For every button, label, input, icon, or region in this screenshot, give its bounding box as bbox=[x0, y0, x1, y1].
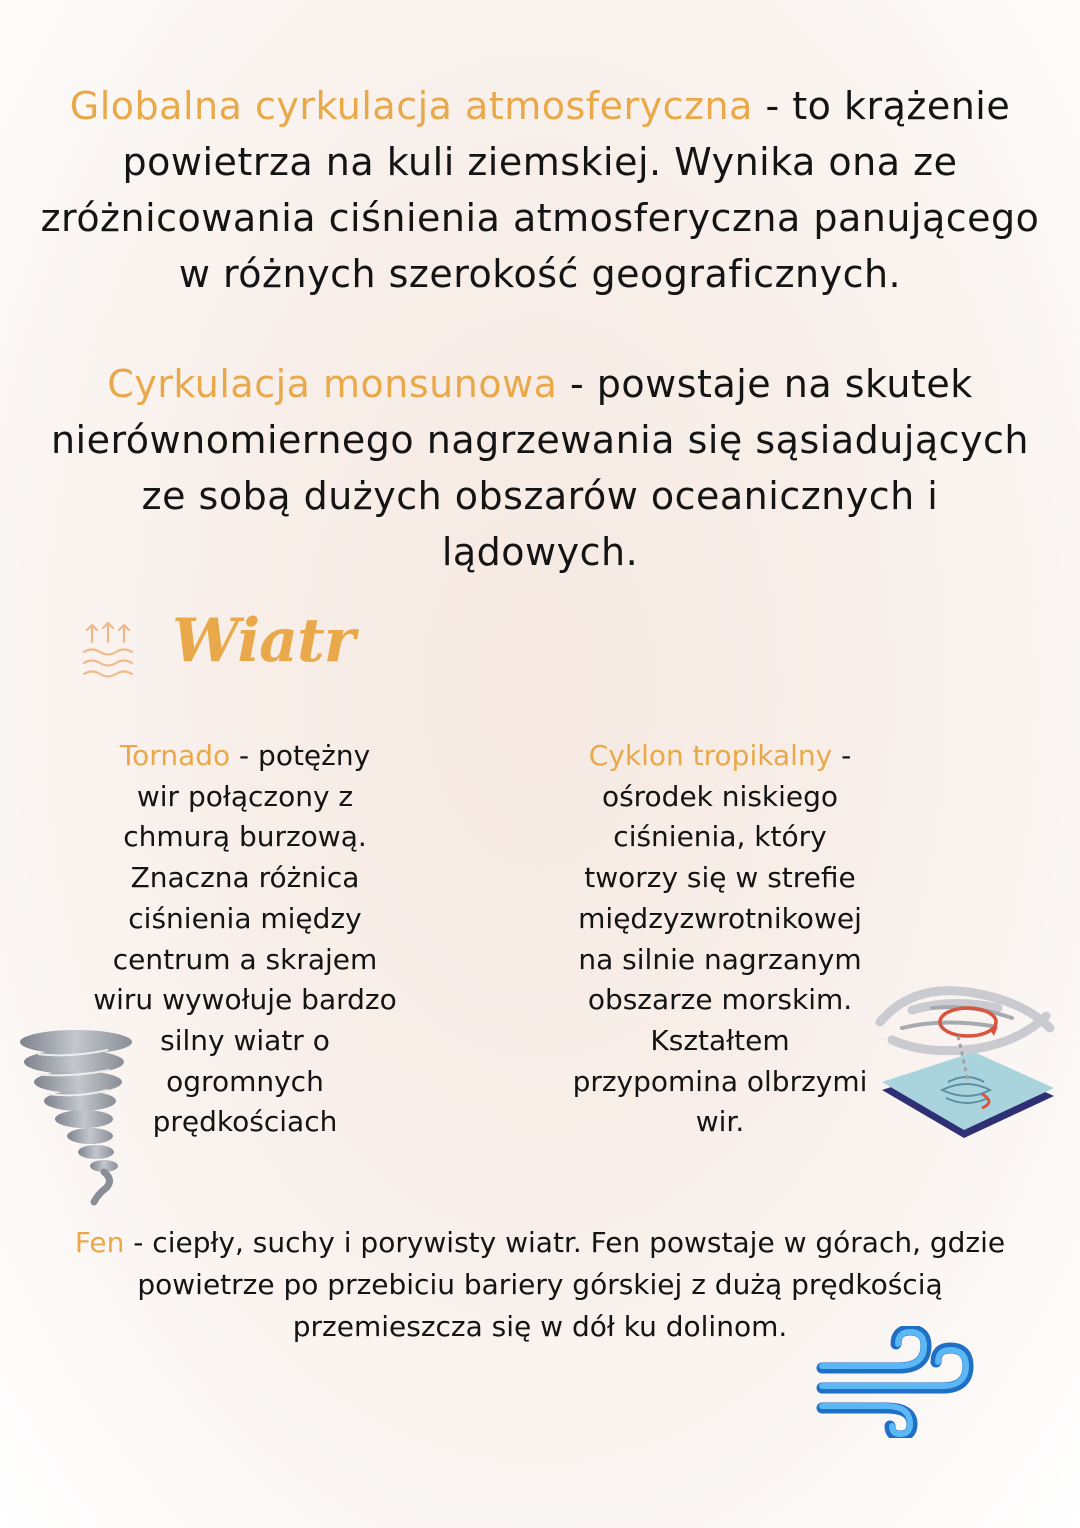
paragraph-line: Kształtem bbox=[650, 1023, 790, 1057]
cyclone-icon bbox=[872, 978, 1058, 1142]
paragraph-line: wir połączony z bbox=[136, 779, 354, 813]
paragraph-line: wir. bbox=[695, 1105, 745, 1139]
global-circulation-paragraph bbox=[40, 78, 1040, 302]
paragraph-line: prędkościach bbox=[152, 1105, 338, 1139]
definition-text: - ciepły, suchy i porywisty wiatr. Fen powstaje w górach, gdzie bbox=[124, 1226, 1006, 1259]
tornado-term: Tornado bbox=[119, 739, 231, 772]
paragraph-line: tworzy się w strefie bbox=[584, 861, 856, 895]
paragraph-line: w różnych szerokość geograficznych. bbox=[178, 252, 902, 296]
paragraph-line: międzyzwrotnikowej bbox=[578, 901, 862, 935]
paragraph-line: ze sobą dużych obszarów oceanicznych i lądowych. bbox=[141, 474, 939, 574]
paragraph-line bbox=[40, 78, 1040, 134]
paragraph-line bbox=[540, 736, 900, 777]
paragraph-line: chmurą burzową. bbox=[123, 820, 367, 854]
paragraph-line: przemieszcza się w dół ku dolinom. bbox=[292, 1310, 788, 1343]
paragraph-line bbox=[70, 736, 420, 777]
paragraph-line: przypomina olbrzymi bbox=[572, 1064, 868, 1098]
cyclone-description bbox=[540, 736, 900, 1143]
paragraph-line: powietrza na kuli ziemskiej. Wynika ona ze bbox=[122, 140, 958, 184]
definition-text: - potężny bbox=[230, 739, 371, 772]
paragraph-line bbox=[40, 1222, 1040, 1264]
definition-text: - bbox=[832, 739, 852, 772]
paragraph-line: centrum a skrajem bbox=[112, 942, 378, 976]
paragraph-line: silny wiatr o bbox=[160, 1023, 330, 1057]
paragraph-line: nierównomiernego nagrzewania się sąsiadujących bbox=[50, 418, 1030, 462]
wind-waves-icon bbox=[78, 620, 138, 682]
paragraph-line: powietrze po przebiciu bariery górskiej z dużą prędkością bbox=[137, 1268, 943, 1301]
paragraph-line: ciśnienia między bbox=[128, 901, 362, 935]
wind-swirl-icon bbox=[814, 1326, 974, 1438]
paragraph-line: na silnie nagrzanym bbox=[578, 942, 862, 976]
definition-text: - powstaje na skutek bbox=[557, 362, 973, 406]
paragraph-line: ciśnienia, który bbox=[613, 820, 827, 854]
paragraph-line: ogromnych bbox=[166, 1064, 324, 1098]
section-title: Wiatr bbox=[172, 606, 355, 676]
paragraph-line: obszarze morskim. bbox=[587, 983, 853, 1017]
definition-text: - to krążenie bbox=[752, 84, 1011, 128]
cyclone-term: Cyklon tropikalny bbox=[588, 739, 833, 772]
fen-term: Fen bbox=[74, 1226, 125, 1259]
global-circulation-term: Globalna cyrkulacja atmosferyczna bbox=[69, 84, 753, 128]
monsoon-term: Cyrkulacja monsunowa bbox=[107, 362, 558, 406]
paragraph-line: ośrodek niskiego bbox=[601, 779, 839, 813]
monsoon-paragraph bbox=[50, 356, 1030, 580]
paragraph-line: wiru wywołuje bardzo bbox=[93, 983, 397, 1017]
tornado-icon bbox=[18, 1028, 136, 1208]
paragraph-line: Znaczna różnica bbox=[130, 861, 360, 895]
paragraph-line bbox=[50, 356, 1030, 412]
paragraph-line: zróżnicowania ciśnienia atmosferyczna panującego bbox=[40, 196, 1040, 240]
